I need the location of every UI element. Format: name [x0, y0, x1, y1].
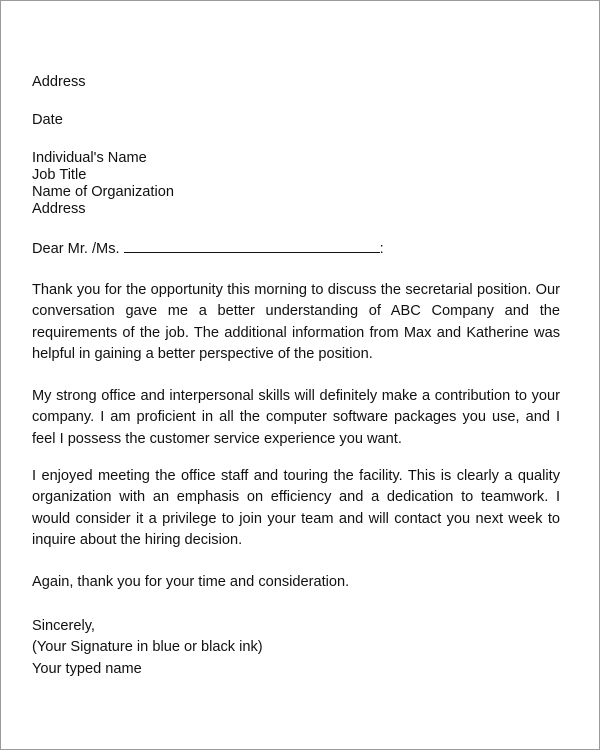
- letter-date: Date: [32, 112, 63, 128]
- salutation-prefix: Dear Mr. /Ms.: [32, 241, 124, 257]
- body-paragraph-3: I enjoyed meeting the office staff and touring the facility. This is clearly a quality organization with an emphasis on efficiency and a dedication to teamwork. I would consider it a privilege to join your team and will contact you next week to inquire about the hiring decision.: [32, 468, 560, 548]
- sender-address: Address: [32, 74, 86, 90]
- typed-name: Your typed name: [32, 660, 142, 677]
- closing-block: [32, 616, 560, 680]
- body-paragraph-1: Thank you for the opportunity this morning to discuss the secretarial position. Our conversation gave me a better understanding of ABC Company and the requirements of the job. The additional information from Max and Katherine was helpful in gaining a better perspective of the position.: [32, 282, 560, 362]
- recipient-address: Address: [32, 201, 86, 217]
- sign-off: Sincerely,: [32, 618, 95, 634]
- recipient-block: [32, 150, 560, 218]
- salutation-suffix: :: [379, 241, 384, 257]
- name-blank-line: [124, 239, 380, 253]
- body-paragraph-2: My strong office and interpersonal skills will definitely make a contribution to your company. I am proficient in all the computer software packages you use, and I feel I possess the customer service experience you want.: [32, 388, 560, 447]
- recipient-job-title: Job Title: [32, 167, 87, 183]
- recipient-name: Individual's Name: [32, 150, 147, 166]
- recipient-organization: Name of Organization: [32, 184, 174, 200]
- salutation: [32, 239, 560, 258]
- signature-note: (Your Signature in blue or black ink): [32, 639, 263, 656]
- body-paragraph-4: Again, thank you for your time and consideration.: [32, 574, 350, 590]
